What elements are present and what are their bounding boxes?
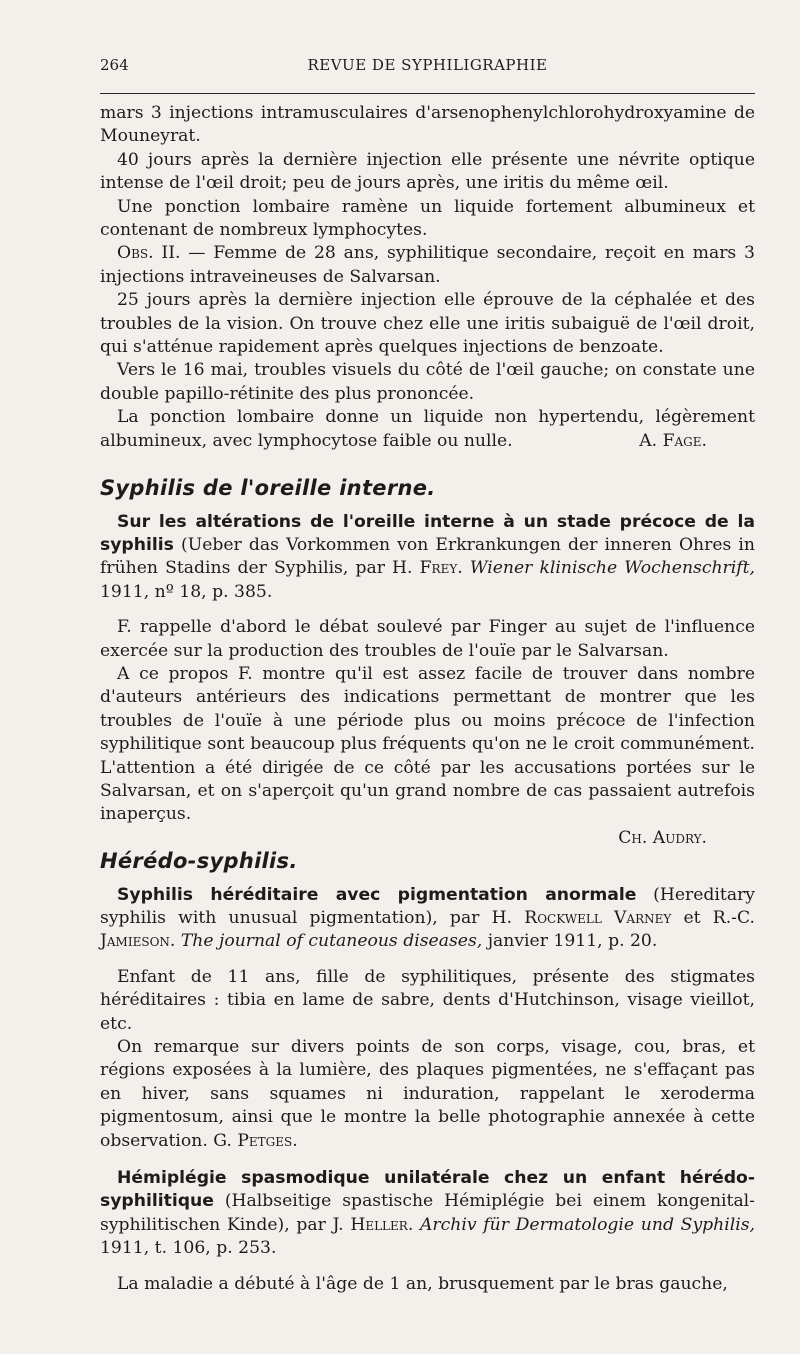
article-pigmentation-original: (Hereditary syphilis with unusual pigmentation), par H. bbox=[100, 884, 756, 928]
signature-audry: Ch. Audry. bbox=[618, 827, 707, 848]
page-number: 264 bbox=[100, 56, 129, 74]
author-varney: Rockwell Varney bbox=[524, 908, 672, 928]
obs2-paragraph-2: 25 jours après la dernière injection elle éprouve de la céphalée et des troubles de la vision. On trouve chez elle une iritis subaiguë de l'œil droit, qui s'atténue rapidement après quelques injections de benzoate. bbox=[100, 290, 755, 358]
section-heading-heredo: Hérédo-syphilis. bbox=[100, 849, 298, 874]
ref-oreille-citation: 1911, nº 18, p. 385. bbox=[100, 581, 273, 602]
obs2-paragraph-1 bbox=[100, 242, 755, 289]
article-hemiplegie-title: Hémiplégie spasmodique unilatérale chez un enfant hérédo-syphilitique bbox=[100, 1168, 755, 1212]
signature-fage: A. Fage. bbox=[639, 430, 707, 451]
author-frey: Frey bbox=[419, 558, 458, 579]
journal-title: REVUE DE SYPHILIGRAPHIE bbox=[307, 56, 548, 74]
article-oreille-original: (Ueber das Vorkommen von Erkrankungen der inneren Ohres in frühen Stadins der Syphilis, par H. bbox=[100, 534, 755, 579]
ref-hemiplegie-citation: 1911, t. 106, p. 253. bbox=[100, 1238, 277, 1259]
obs2-paragraph-4 bbox=[100, 406, 755, 453]
pigmentation-paragraph-1: Enfant de 11 ans, fille de syphilitiques, présente des stigmates héréditaires : tibia en lame de sabre, dents d'Hutchinson, visage vieillot, etc. bbox=[100, 966, 755, 1034]
page-body bbox=[100, 102, 755, 1296]
ref-sep-2: . bbox=[169, 931, 181, 952]
header-rule bbox=[100, 93, 755, 94]
oreille-paragraph-1: F. rappelle d'abord le débat soulevé par Finger au sujet de l'influence exercée sur la production des troubles de l'ouïe par le Salvarsan. bbox=[100, 617, 755, 661]
article-pigmentation-title: Syphilis héréditaire avec pigmentation anormale bbox=[117, 884, 637, 905]
obs1-continuation: mars 3 injections intramusculaires d'arsenophenylchlorohydroxyamine de Mouneyrat. bbox=[100, 103, 755, 147]
obs2-label: Obs. II. bbox=[117, 243, 181, 264]
obs2-paragraph-3: Vers le 16 mai, troubles visuels du côté de l'œil gauche; on constate une double papillo-rétinite des plus prononcée. bbox=[100, 360, 755, 404]
ref-sep: . bbox=[457, 558, 470, 579]
signature-audry-line bbox=[100, 827, 755, 850]
hemiplegie-paragraph-1: La maladie a débuté à l'âge de 1 an, brusquement par le bras gauche, bbox=[117, 1273, 728, 1294]
obs2-text: — Femme de 28 ans, syphilitique secondaire, reçoit en mars 3 injections intraveineuses de Salvarsan. bbox=[100, 243, 755, 287]
pigmentation-paragraph-2 bbox=[100, 1036, 755, 1153]
article-hemiplegie-reference bbox=[100, 1167, 755, 1261]
article-oreille-title: Sur les altérations de l'oreille interne à un stade précoce de la syphilis bbox=[100, 511, 755, 555]
journal-cutaneous: The journal of cutaneous diseases, bbox=[180, 931, 483, 952]
obs1-paragraph-2: 40 jours après la dernière injection elle présente une névrite optique intense de l'œil droit; peu de jours après, une iritis du même œil. bbox=[100, 149, 755, 194]
obs1-paragraph-3: Une ponction lombaire ramène un liquide fortement albumineux et contenant de nombreux lymphocytes. bbox=[100, 196, 755, 241]
oreille-paragraph-2: A ce propos F. montre qu'il est assez facile de trouver dans nombre d'auteurs antérieurs des indications permettant de montrer que les troubles de l'ouïe à une période plus ou moins précoce de l'infection syphilitique sont beaucoup plus fréquents qu'on ne le croit communément. L'attention a été dirigée de ce côté par les accusations portées sur le Salvarsan, et on s'aperçoit qu'un grand nombre de cas passaient autrefois inaperçus. bbox=[100, 663, 755, 825]
pigmentation-p2-text: On remarque sur divers points de son corps, visage, cou, bras, et régions exposées à la lumière, des plaques pigmentées, ne s'effaçant pas en hiver, sans squames ni induration, rappelant le xeroderma pigmentosum, ainsi que le montre la belle photographie annexée à cette observation. bbox=[100, 1037, 755, 1151]
article-oreille-reference bbox=[100, 511, 755, 605]
obs2-p4-text: La ponction lombaire donne un liquide non hypertendu, légèrement albumineux, avec lymphocytose faible ou nulle. bbox=[100, 407, 755, 451]
article-hemiplegie-original: (Halbseitige spastische Hémiplégie bei einem kongenital-syphilitischen Kinde), par J. bbox=[100, 1191, 755, 1235]
ref-and: et R.-C. bbox=[671, 908, 755, 928]
article-pigmentation-reference bbox=[100, 884, 755, 954]
signature-petges: G. Petges. bbox=[213, 1130, 298, 1151]
journal-wiener: Wiener klinische Wochenschrift, bbox=[469, 558, 756, 579]
author-jamieson: Jamieson bbox=[100, 931, 170, 952]
author-heller: Heller bbox=[350, 1214, 408, 1235]
running-head bbox=[100, 56, 755, 78]
ref-pigmentation-citation: janvier 1911, p. 20. bbox=[482, 931, 658, 952]
journal-archiv: Archiv für Dermatologie und Syphilis, bbox=[420, 1214, 755, 1235]
section-heading-oreille: Syphilis de l'oreille interne. bbox=[100, 476, 436, 501]
ref-sep-3: . bbox=[407, 1214, 421, 1235]
